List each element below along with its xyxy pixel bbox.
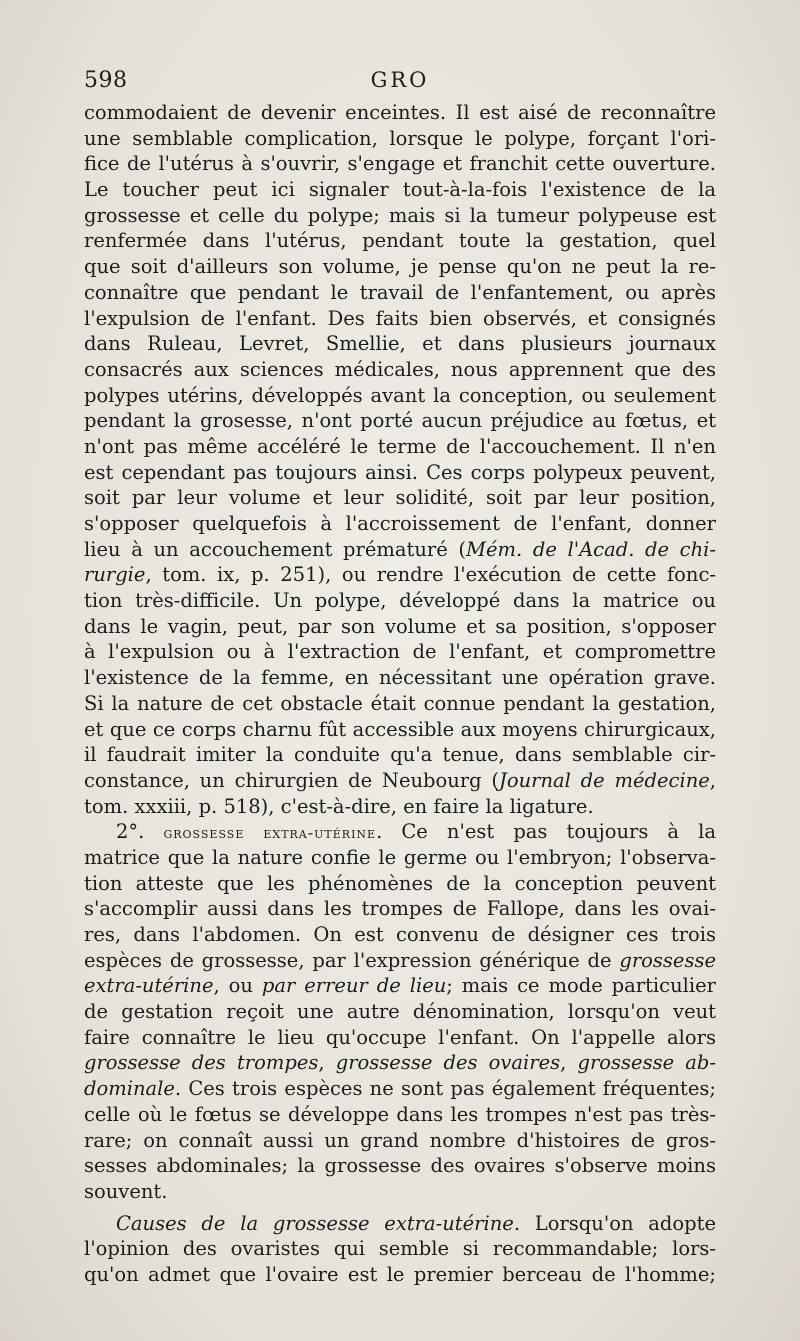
text-line — [84, 1236, 716, 1262]
text-run: Mém. de l'Acad. de chi- — [466, 537, 716, 561]
text-line — [84, 794, 716, 820]
text-line — [84, 460, 716, 486]
text-line — [84, 306, 716, 332]
text-line — [84, 126, 716, 152]
text-run: tion atteste que les phénomènes de la conception peuvent — [84, 871, 716, 895]
section-heading-line — [84, 819, 716, 845]
text-run: constance, un chirurgien de Neubourg ( — [84, 768, 500, 792]
text-line — [84, 871, 716, 897]
text-line — [84, 588, 716, 614]
text-line — [84, 999, 716, 1025]
text-line — [84, 922, 716, 948]
text-run: commodaient de devenir enceintes. Il est aisé de reconnaître — [84, 101, 716, 124]
text-line — [84, 383, 716, 409]
text-line — [84, 1128, 716, 1154]
text-line — [84, 511, 716, 537]
text-line — [84, 408, 716, 434]
text-run: . Lorsqu'on adopte — [513, 1211, 716, 1235]
text-line — [84, 331, 716, 357]
section-heading-line — [84, 1211, 716, 1237]
text-run: pendant la grosesse, n'ont porté aucun préjudice au fœtus, et — [84, 409, 716, 433]
text-run: , — [560, 1051, 578, 1075]
text-run: grossesse — [619, 948, 716, 972]
text-line — [84, 228, 716, 254]
text-run: Si la nature de cet obstacle était connue pendant la gestation, — [84, 691, 716, 715]
text-line — [84, 717, 716, 743]
text-line — [84, 254, 716, 280]
text-run: l'opinion des ovaristes qui semble si recommandable; lors- — [84, 1237, 716, 1261]
text-run: soit par leur volume et leur solidité, soit par leur position, — [84, 486, 716, 510]
text-run: polypes utérins, développés avant la conception, ou seulement — [84, 383, 716, 407]
text-run: dans Ruleau, Levret, Smellie, et dans plusieurs journaux — [84, 332, 716, 356]
text-run: Le toucher peut ici signaler tout-à-la-fois l'existence de la — [84, 178, 716, 202]
text-run: par erreur de lieu — [261, 974, 447, 998]
text-line — [84, 1179, 716, 1205]
text-run: dans le vagin, peut, par son volume et sa position, s'opposer — [84, 614, 716, 638]
text-run: l'expulsion de l'enfant. Des faits bien observés, et consignés — [84, 306, 716, 330]
text-run: tion très-difficile. Un polype, développé dans la matrice ou — [84, 589, 716, 613]
page-header — [84, 68, 716, 100]
text-run: n'ont pas même accéléré le terme de l'accouchement. Il n'en — [84, 434, 716, 458]
text-run: Journal de médecine — [499, 768, 710, 792]
text-line — [84, 562, 716, 588]
running-head: GRO — [370, 68, 430, 92]
text-line — [84, 1050, 716, 1076]
text-line — [84, 434, 716, 460]
text-run: s'accomplir aussi dans les trompes de Fallope, dans les ovai- — [84, 897, 716, 921]
text-run: fice de l'utérus à s'ouvrir, s'engage et franchit cette ouverture. — [84, 152, 716, 176]
text-line — [84, 357, 716, 383]
text-run: extra-utérine — [84, 974, 214, 998]
text-line — [84, 896, 716, 922]
text-run: . Ce n'est pas toujours à la — [376, 820, 716, 844]
text-line — [84, 1102, 716, 1128]
text-run: 2°. — [116, 820, 164, 844]
text-line — [84, 614, 716, 640]
text-run: souvent. — [84, 1179, 168, 1203]
text-run: s'opposer quelquefois à l'accroissement de l'enfant, donner — [84, 512, 716, 535]
page-number: 598 — [84, 68, 128, 93]
text-run: matrice que la nature confie le germe ou l'embryon; l'observa- — [84, 845, 716, 869]
text-run: grossesse des trompes — [84, 1051, 319, 1075]
text-run: tom. xxxiii, p. 518), c'est-à-dire, en faire la ligature. — [84, 794, 594, 818]
text-run: est cependant pas toujours ainsi. Ces corps polypeux peuvent, — [84, 460, 716, 484]
text-line — [84, 665, 716, 691]
text-run: et que ce corps charnu fût accessible aux moyens chirurgicaux, — [84, 717, 716, 741]
section-title: grossesse extra-utérine — [163, 823, 377, 843]
text-run: lieu à un accouchement prématuré ( — [84, 537, 467, 561]
text-run: que soit d'ailleurs son volume, je pense qu'on ne peut la re- — [84, 255, 716, 279]
text-run: une semblable complication, lorsque le polype, forçant l'ori- — [84, 126, 716, 150]
text-line — [84, 151, 716, 177]
text-line — [84, 485, 716, 511]
text-run: connaître que pendant le travail de l'enfantement, ou après — [84, 280, 716, 304]
text-run: espèces de grossesse, par l'expression générique de — [84, 948, 620, 972]
text-run: de gestation reçoit une autre dénomination, lorsqu'on veut — [84, 1000, 716, 1024]
text-line — [84, 845, 716, 871]
text-run: qu'on admet que l'ovaire est le premier berceau de l'homme; — [84, 1262, 716, 1286]
text-run: à l'expulsion ou à l'extraction de l'enfant, et compromettre — [84, 640, 716, 664]
text-run: res, dans l'abdomen. On est convenu de désigner ces trois — [84, 923, 716, 946]
text-line — [84, 1153, 716, 1179]
text-run: , ou — [213, 974, 262, 998]
text-line — [84, 768, 716, 794]
text-run: renfermée dans l'utérus, pendant toute la gestation, quel — [84, 229, 716, 253]
text-line — [84, 280, 716, 306]
subsection-title: Causes de la grossesse extra-utérine — [116, 1211, 514, 1235]
body-text — [84, 100, 716, 1288]
text-run: celle où le fœtus se développe dans les trompes n'est pas très- — [84, 1102, 716, 1126]
text-line — [84, 742, 716, 768]
text-line — [84, 1076, 716, 1102]
text-line — [84, 1262, 716, 1288]
text-line — [84, 1025, 716, 1051]
text-run: rare; on connaît aussi un grand nombre d'histoires de gros- — [84, 1128, 716, 1152]
text-line — [84, 973, 716, 999]
text-run: , — [318, 1051, 336, 1075]
text-run: grossesse des ovaires — [335, 1051, 561, 1075]
text-line — [84, 948, 716, 974]
text-line — [84, 691, 716, 717]
text-run: rurgie — [84, 563, 146, 587]
text-run: consacrés aux sciences médicales, nous apprennent que des — [84, 357, 716, 381]
text-run: . Ces trois espèces ne sont pas également fréquentes; — [174, 1077, 716, 1101]
text-run: dominale — [84, 1077, 175, 1101]
text-run: ; mais ce mode particulier — [446, 974, 716, 998]
text-line — [84, 177, 716, 203]
text-line — [84, 100, 716, 126]
text-run: il faudrait imiter la conduite qu'a tenue, dans semblable cir- — [84, 743, 716, 767]
text-line — [84, 203, 716, 229]
text-line — [84, 639, 716, 665]
text-run: grossesse ab- — [577, 1051, 716, 1075]
text-run: , tom. ix, p. 251), ou rendre l'exécution de cette fonc- — [145, 563, 716, 587]
text-run: faire connaître le lieu qu'occupe l'enfant. On l'appelle alors — [84, 1025, 716, 1049]
text-run: grossesse et celle du polype; mais si la tumeur polypeuse est — [84, 203, 716, 227]
text-line — [84, 537, 716, 563]
text-run: l'existence de la femme, en nécessitant une opération grave. — [84, 666, 716, 690]
text-run: , — [709, 768, 716, 792]
text-run: sesses abdominales; la grossesse des ovaires s'observe moins — [84, 1154, 716, 1178]
